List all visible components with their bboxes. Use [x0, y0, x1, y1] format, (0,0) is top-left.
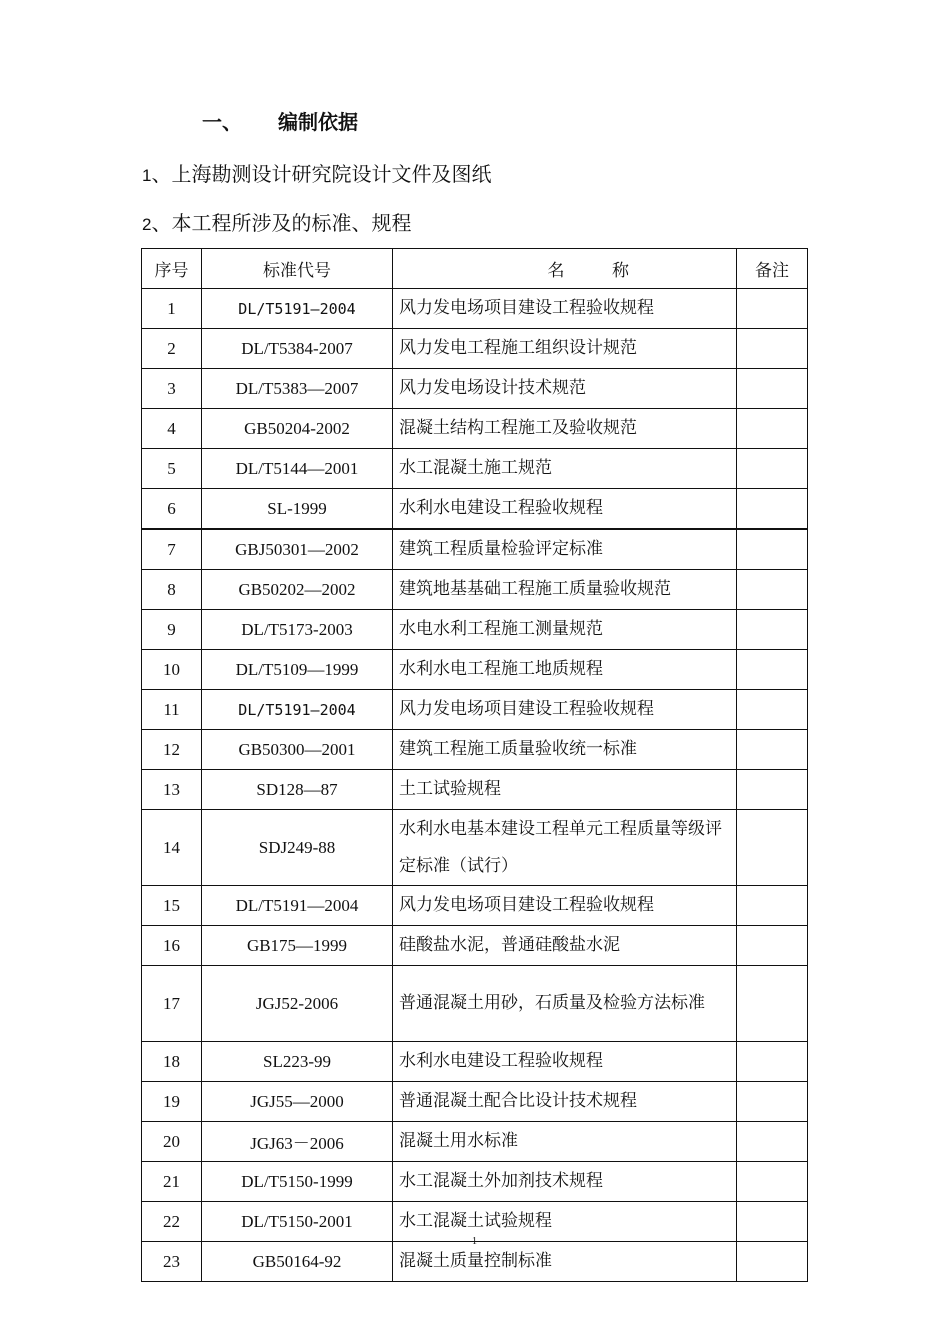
standard-code-cell: SD128—87: [202, 770, 393, 810]
standard-name-cell: 土工试验规程: [393, 770, 737, 810]
note-cell: [737, 289, 808, 329]
table-row: [142, 1122, 808, 1162]
standard-code-cell: JGJ55—2000: [202, 1082, 393, 1122]
note-cell: [737, 886, 808, 926]
row-number-cell: 13: [142, 770, 202, 810]
header-code: 标准代号: [202, 249, 393, 289]
standard-name-cell: 水利水电基本建设工程单元工程质量等级评定标准（试行）: [393, 810, 737, 886]
row-number-cell: 5: [142, 449, 202, 489]
table-row: [142, 570, 808, 610]
standard-code-cell: DL/T5150-2001: [202, 1202, 393, 1242]
table-row: [142, 610, 808, 650]
row-number-cell: 18: [142, 1042, 202, 1082]
table-row: [142, 329, 808, 369]
standard-code-cell: JGJ63－2006: [202, 1122, 393, 1162]
standard-name-cell: 建筑工程施工质量验收统一标准: [393, 730, 737, 770]
table-row: [142, 1242, 808, 1282]
section-heading: [202, 106, 358, 135]
standard-name-cell: 水工混凝土试验规程: [393, 1202, 737, 1242]
standard-name-cell: 水利水电建设工程验收规程: [393, 489, 737, 530]
list-item: [142, 158, 491, 187]
standard-name-cell: 普通混凝土配合比设计技术规程: [393, 1082, 737, 1122]
note-cell: [737, 1122, 808, 1162]
standard-code-cell: GB50202—2002: [202, 570, 393, 610]
table-row: [142, 369, 808, 409]
list-item: [142, 207, 411, 236]
standard-name-cell: 普通混凝土用砂，石质量及检验方法标准: [393, 966, 737, 1042]
note-cell: [737, 1242, 808, 1282]
row-number-cell: 4: [142, 409, 202, 449]
standard-code-cell: SDJ249-88: [202, 810, 393, 886]
standard-name-cell: 风力发电场项目建设工程验收规程: [393, 690, 737, 730]
row-number-cell: 22: [142, 1202, 202, 1242]
standard-code-cell: DL/T5144—2001: [202, 449, 393, 489]
row-number-cell: 14: [142, 810, 202, 886]
list-item-number: 2: [142, 215, 152, 234]
header-no: 序号: [142, 249, 202, 289]
note-cell: [737, 369, 808, 409]
note-cell: [737, 966, 808, 1042]
standard-name-cell: 水利水电工程施工地质规程: [393, 650, 737, 690]
table-row: [142, 289, 808, 329]
standard-code-cell: SL223-99: [202, 1042, 393, 1082]
standard-name-cell: 水电水利工程施工测量规范: [393, 610, 737, 650]
table-row: [142, 529, 808, 570]
note-cell: [737, 570, 808, 610]
note-cell: [737, 329, 808, 369]
standard-code-cell: DL/T5191—2004: [202, 690, 393, 730]
standard-name-cell: 风力发电场设计技术规范: [393, 369, 737, 409]
standards-table: [141, 248, 808, 1282]
note-cell: [737, 926, 808, 966]
note-cell: [737, 1202, 808, 1242]
table-row: [142, 690, 808, 730]
standard-code-cell: GB175—1999: [202, 926, 393, 966]
header-note: 备注: [737, 249, 808, 289]
table-row: [142, 1162, 808, 1202]
row-number-cell: 21: [142, 1162, 202, 1202]
table-row: [142, 449, 808, 489]
standard-name-cell: 建筑工程质量检验评定标准: [393, 529, 737, 570]
table-row: [142, 810, 808, 886]
row-number-cell: 8: [142, 570, 202, 610]
standard-name-cell: 水利水电建设工程验收规程: [393, 1042, 737, 1082]
standard-code-cell: GB50300—2001: [202, 730, 393, 770]
note-cell: [737, 610, 808, 650]
note-cell: [737, 449, 808, 489]
row-number-cell: 2: [142, 329, 202, 369]
standard-name-cell: 水工混凝土施工规范: [393, 449, 737, 489]
row-number-cell: 23: [142, 1242, 202, 1282]
table-row: [142, 926, 808, 966]
row-number-cell: 15: [142, 886, 202, 926]
table-row: [142, 886, 808, 926]
table-row: [142, 409, 808, 449]
header-name-part: 称: [612, 261, 629, 281]
row-number-cell: 6: [142, 489, 202, 530]
list-item-text: 、上海勘测设计研究院设计文件及图纸: [151, 162, 492, 186]
note-cell: [737, 409, 808, 449]
standard-code-cell: GB50204-2002: [202, 409, 393, 449]
list-item-text: 、本工程所涉及的标准、规程: [151, 211, 412, 235]
standard-name-cell: 混凝土质量控制标准: [393, 1242, 737, 1282]
page-number: 1: [472, 1236, 477, 1247]
table-row: [142, 770, 808, 810]
standard-name-cell: 水工混凝土外加剂技术规程: [393, 1162, 737, 1202]
table-row: [142, 966, 808, 1042]
note-cell: [737, 1042, 808, 1082]
table-header-row: [142, 249, 808, 289]
row-number-cell: 7: [142, 529, 202, 570]
header-name-part: 名: [547, 261, 565, 281]
note-cell: [737, 650, 808, 690]
row-number-cell: 1: [142, 289, 202, 329]
standard-name-cell: 硅酸盐水泥，普通硅酸盐水泥: [393, 926, 737, 966]
header-name: [393, 249, 737, 289]
standard-name-cell: 建筑地基基础工程施工质量验收规范: [393, 570, 737, 610]
note-cell: [737, 1162, 808, 1202]
row-number-cell: 16: [142, 926, 202, 966]
standard-code-cell: DL/T5173-2003: [202, 610, 393, 650]
note-cell: [737, 489, 808, 530]
note-cell: [737, 730, 808, 770]
standard-name-cell: 风力发电场项目建设工程验收规程: [393, 886, 737, 926]
standard-code-cell: JGJ52-2006: [202, 966, 393, 1042]
row-number-cell: 9: [142, 610, 202, 650]
standard-code-cell: GB50164-92: [202, 1242, 393, 1282]
list-item-number: 1: [142, 166, 152, 185]
note-cell: [737, 690, 808, 730]
standard-name-cell: 混凝土结构工程施工及验收规范: [393, 409, 737, 449]
row-number-cell: 20: [142, 1122, 202, 1162]
note-cell: [737, 770, 808, 810]
row-number-cell: 11: [142, 690, 202, 730]
row-number-cell: 12: [142, 730, 202, 770]
table-row: [142, 489, 808, 530]
row-number-cell: 3: [142, 369, 202, 409]
row-number-cell: 10: [142, 650, 202, 690]
standard-code-cell: GBJ50301—2002: [202, 529, 393, 570]
section-title: 编制依据: [278, 110, 358, 134]
note-cell: [737, 529, 808, 570]
standard-code-cell: DL/T5191—2004: [202, 886, 393, 926]
table-row: [142, 1042, 808, 1082]
table-row: [142, 650, 808, 690]
standard-name-cell: 风力发电场项目建设工程验收规程: [393, 289, 737, 329]
row-number-cell: 17: [142, 966, 202, 1042]
standard-code-cell: DL/T5384-2007: [202, 329, 393, 369]
note-cell: [737, 810, 808, 886]
standard-code-cell: DL/T5109—1999: [202, 650, 393, 690]
row-number-cell: 19: [142, 1082, 202, 1122]
table-row: [142, 1082, 808, 1122]
section-number: 一、: [202, 110, 242, 134]
note-cell: [737, 1082, 808, 1122]
table-row: [142, 730, 808, 770]
standard-code-cell: DL/T5383—2007: [202, 369, 393, 409]
standard-name-cell: 风力发电工程施工组织设计规范: [393, 329, 737, 369]
standard-code-cell: SL-1999: [202, 489, 393, 530]
standard-name-cell: 混凝土用水标准: [393, 1122, 737, 1162]
standard-code-cell: DL/T5191—2004: [202, 289, 393, 329]
standard-code-cell: DL/T5150-1999: [202, 1162, 393, 1202]
